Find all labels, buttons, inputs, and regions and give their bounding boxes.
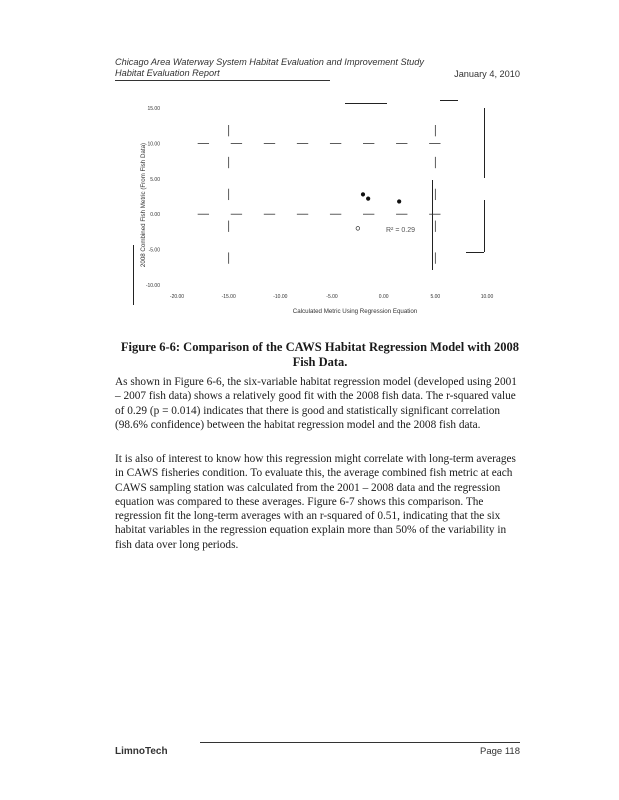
data-points xyxy=(356,193,401,231)
x-tick-labels xyxy=(170,294,494,300)
y-tick-label: 15.00 xyxy=(147,106,160,112)
footer-page-number: Page 118 xyxy=(480,746,520,757)
x-tick-label: -10.00 xyxy=(273,294,288,300)
x-tick-label: 0.00 xyxy=(378,294,389,300)
y-tick-label: -5.00 xyxy=(148,247,160,254)
data-point xyxy=(397,200,401,204)
chart-dash-marks xyxy=(198,125,441,264)
header-date: January 4, 2010 xyxy=(454,69,520,79)
data-point xyxy=(366,197,370,201)
y-tick-label: 0.00 xyxy=(150,212,160,219)
x-tick-label: -20.00 xyxy=(169,294,185,300)
y-tick-label: -10.00 xyxy=(145,283,160,289)
data-point xyxy=(356,227,360,231)
footer-company: LimnoTech xyxy=(115,746,168,757)
scatter-chart xyxy=(115,95,525,320)
x-axis-label: Calculated Metric Using Regression Equation xyxy=(292,308,418,315)
header-report-title: Habitat Evaluation Report xyxy=(115,68,220,78)
r-squared-annotation: R² = 0.29 xyxy=(386,227,415,234)
x-tick-label: -5.00 xyxy=(326,294,338,300)
body-paragraph-1: As shown in Figure 6-6, the six-variable habitat regression model (developed using 2001 – 2007 fish data) shows a relatively good fit with the 2008 fish data. The r-squared value of 0.29 (p = 0.014) indicates that there is good and statistically significant correlation (98.6% confidence) between the habitat regression model and the 2008 fish data. xyxy=(115,376,517,431)
x-tick-label: -15.00 xyxy=(221,294,236,300)
body-paragraph-2: It is also of interest to know how this regression might correlate with long-term averages in CAWS fisheries condition. To evaluate this, the average combined fish metric at each CAWS sampling station was calculated from the 2001 – 2008 data and the regression equation was compared to these averages. Figure 6-7 shows this comparison. The regression fit the long-term averages with an r-squared of 0.51, indicating that the six habitat variables in the regression equation explain more than 50% of the variability in fish data over long periods. xyxy=(115,453,516,551)
y-tick-label: 5.00 xyxy=(150,176,160,183)
footer-rule xyxy=(200,742,520,743)
x-tick-label: 5.00 xyxy=(430,294,441,300)
figure-caption: Figure 6-6: Comparison of the CAWS Habitat Regression Model with 2008 Fish Data. xyxy=(120,340,520,369)
data-point xyxy=(361,193,365,197)
header-study-title: Chicago Area Waterway System Habitat Evaluation and Improvement Study xyxy=(115,57,424,67)
y-tick-labels xyxy=(146,106,160,289)
y-axis-label: 2008 Combined Fish Metric (From Fish Data) xyxy=(140,142,147,268)
x-tick-label: 10.00 xyxy=(480,294,494,300)
header-rule xyxy=(115,80,330,81)
y-tick-label: 10.00 xyxy=(147,141,160,148)
